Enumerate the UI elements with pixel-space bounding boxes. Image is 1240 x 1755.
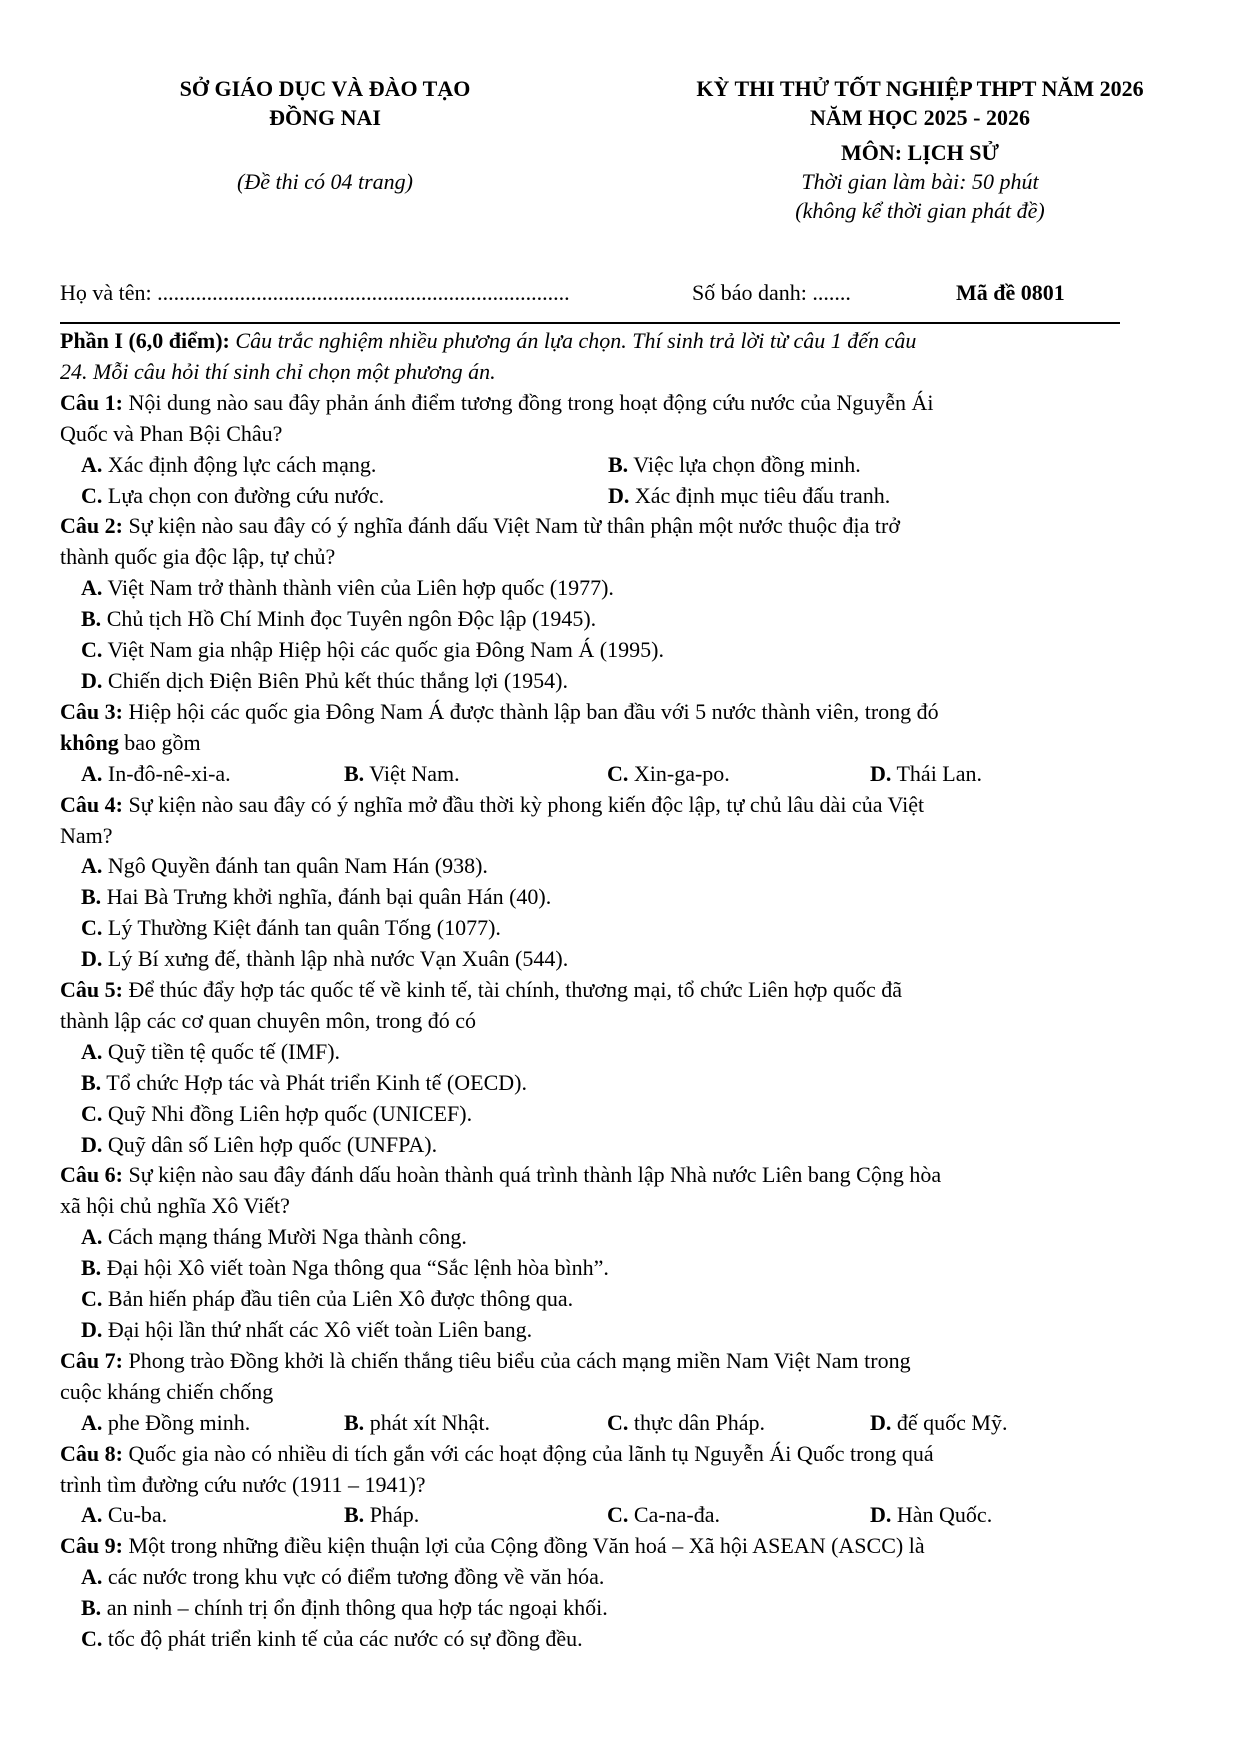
option-key: B. bbox=[344, 1502, 365, 1528]
option-key: D. bbox=[81, 667, 103, 693]
option-b bbox=[60, 1593, 1140, 1624]
option-d bbox=[870, 1408, 1133, 1439]
option-key: C. bbox=[607, 1502, 629, 1528]
option-key: A. bbox=[81, 1502, 103, 1528]
option-c bbox=[60, 913, 1140, 944]
option-key: C. bbox=[81, 482, 103, 508]
question-text: xã hội chủ nghĩa Xô Viết? bbox=[60, 1193, 290, 1219]
option-b bbox=[344, 1500, 607, 1531]
question-label: Câu 7: bbox=[60, 1347, 123, 1373]
options-row bbox=[60, 759, 1140, 790]
option-text: Thái Lan. bbox=[891, 760, 983, 786]
option-d bbox=[608, 481, 1135, 512]
subject: MÔN: LỊCH SỬ bbox=[840, 140, 1000, 165]
option-text: Xác định mục tiêu đấu tranh. bbox=[629, 482, 891, 508]
question-label: Câu 8: bbox=[60, 1440, 123, 1466]
option-b bbox=[60, 1253, 1140, 1284]
option-text: phe Đồng minh. bbox=[102, 1409, 251, 1435]
question-3-cont bbox=[60, 728, 1140, 759]
option-b bbox=[60, 1068, 1140, 1099]
option-key: B. bbox=[608, 451, 629, 477]
time-note: (không kể thời gian phát đề) bbox=[795, 198, 1045, 223]
option-d bbox=[870, 1500, 1133, 1531]
option-text: Lựa chọn con đường cứu nước. bbox=[102, 482, 385, 508]
question-2-cont bbox=[60, 542, 1140, 573]
option-key: A. bbox=[81, 853, 103, 879]
question-emphasis: không bbox=[60, 729, 119, 755]
question-text: trình tìm đường cứu nước (1911 – 1941)? bbox=[60, 1471, 426, 1497]
option-key: D. bbox=[81, 946, 103, 972]
province-name: ĐỒNG NAI bbox=[269, 105, 381, 130]
option-d bbox=[60, 666, 1140, 697]
option-d bbox=[870, 759, 1133, 790]
question-6 bbox=[60, 1160, 1140, 1191]
option-key: C. bbox=[607, 1409, 629, 1435]
option-c bbox=[60, 635, 1140, 666]
option-text: Việt Nam gia nhập Hiệp hội các quốc gia Đông Nam Á (1995). bbox=[102, 637, 664, 663]
question-9 bbox=[60, 1531, 1140, 1562]
department-name: SỞ GIÁO DỤC VÀ ĐÀO TẠO bbox=[179, 76, 471, 101]
option-key: B. bbox=[81, 1595, 102, 1621]
option-c bbox=[607, 759, 870, 790]
options-row bbox=[60, 1500, 1140, 1531]
question-8-cont bbox=[60, 1470, 1140, 1501]
option-text: Xin-ga-po. bbox=[628, 760, 730, 786]
option-key: A. bbox=[81, 760, 103, 786]
option-key: C. bbox=[607, 760, 629, 786]
option-key: A. bbox=[81, 575, 103, 601]
option-text: an ninh – chính trị ổn định thông qua hợp tác ngoại khối. bbox=[101, 1595, 608, 1621]
question-5-cont bbox=[60, 1006, 1140, 1037]
option-a bbox=[81, 450, 608, 481]
option-a bbox=[60, 851, 1140, 882]
option-key: B. bbox=[344, 1409, 365, 1435]
option-key: A. bbox=[81, 1038, 103, 1064]
header-right bbox=[640, 74, 1200, 225]
question-text: bao gồm bbox=[118, 729, 201, 755]
option-key: B. bbox=[81, 1255, 102, 1281]
question-4 bbox=[60, 790, 1140, 821]
question-6-cont bbox=[60, 1191, 1140, 1222]
option-text: Lý Bí xưng đế, thành lập nhà nước Vạn Xuân (544). bbox=[102, 946, 569, 972]
option-text: Xác định động lực cách mạng. bbox=[102, 451, 377, 477]
question-4-cont bbox=[60, 821, 1140, 852]
question-2 bbox=[60, 511, 1140, 542]
question-text: Quốc gia nào có nhiều di tích gắn với các hoạt động của lãnh tụ Nguyễn Ái Quốc trong quá bbox=[122, 1440, 934, 1466]
option-text: tốc độ phát triển kinh tế của các nước có sự đồng đều. bbox=[102, 1626, 583, 1652]
option-c bbox=[60, 1099, 1140, 1130]
page-count-note: (Đề thi có 04 trang) bbox=[237, 169, 413, 194]
question-text: Sự kiện nào sau đây có ý nghĩa mở đầu thời kỳ phong kiến độc lập, tự chủ lâu dài của Việt bbox=[122, 791, 925, 817]
option-b bbox=[60, 604, 1140, 635]
exam-code: Mã đề 0801 bbox=[956, 280, 1065, 305]
option-key: B. bbox=[81, 1069, 102, 1095]
question-text: Quốc và Phan Bội Châu? bbox=[60, 420, 283, 446]
school-year: NĂM HỌC 2025 - 2026 bbox=[810, 105, 1030, 130]
question-3 bbox=[60, 697, 1140, 728]
option-text: các nước trong khu vực có điểm tương đồng về văn hóa. bbox=[102, 1564, 605, 1590]
option-c bbox=[60, 1624, 1140, 1655]
option-key: B. bbox=[344, 760, 365, 786]
option-d bbox=[60, 944, 1140, 975]
option-key: C. bbox=[81, 1100, 103, 1126]
option-text: Việt Nam. bbox=[364, 760, 460, 786]
option-text: Chủ tịch Hồ Chí Minh đọc Tuyên ngôn Độc lập (1945). bbox=[101, 606, 597, 632]
part1-title: Phần I (6,0 điểm): bbox=[60, 328, 230, 353]
header-divider bbox=[60, 322, 1120, 324]
option-a bbox=[60, 573, 1140, 604]
question-text: Phong trào Đồng khởi là chiến thắng tiêu biểu của cách mạng miền Nam Việt Nam trong bbox=[122, 1347, 911, 1373]
exam-title: KỲ THI THỬ TỐT NGHIỆP THPT NĂM 2026 bbox=[696, 76, 1144, 101]
part1-instruction-1: Câu trắc nghiệm nhiều phương án lựa chọn. Thí sinh trả lời từ câu 1 đến câu bbox=[229, 328, 917, 353]
option-a bbox=[60, 1562, 1140, 1593]
part1-heading-cont bbox=[60, 357, 1140, 388]
question-text: thành quốc gia độc lập, tự chủ? bbox=[60, 544, 336, 570]
option-key: D. bbox=[870, 1502, 892, 1528]
option-text: Pháp. bbox=[364, 1502, 420, 1528]
question-8 bbox=[60, 1439, 1140, 1470]
question-text: Nam? bbox=[60, 822, 113, 848]
question-label: Câu 1: bbox=[60, 389, 123, 415]
option-text: Đại hội Xô viết toàn Nga thông qua “Sắc lệnh hòa bình”. bbox=[101, 1255, 609, 1281]
option-text: Quỹ Nhi đồng Liên hợp quốc (UNICEF). bbox=[102, 1100, 473, 1126]
option-key: D. bbox=[608, 482, 630, 508]
option-c bbox=[60, 1284, 1140, 1315]
option-b bbox=[60, 882, 1140, 913]
question-text: Sự kiện nào sau đây đánh dấu hoàn thành quá trình thành lập Nhà nước Liên bang Cộng hòa bbox=[122, 1162, 942, 1188]
option-key: A. bbox=[81, 1409, 103, 1435]
part1-heading bbox=[60, 326, 1140, 357]
question-text: thành lập các cơ quan chuyên môn, trong đó có bbox=[60, 1007, 477, 1033]
option-key: C. bbox=[81, 637, 103, 663]
option-b bbox=[344, 759, 607, 790]
option-text: Ngô Quyền đánh tan quân Nam Hán (938). bbox=[102, 853, 488, 879]
option-key: A. bbox=[81, 1564, 103, 1590]
option-key: C. bbox=[81, 915, 103, 941]
option-text: Quỹ tiền tệ quốc tế (IMF). bbox=[102, 1038, 341, 1064]
question-label: Câu 5: bbox=[60, 977, 123, 1003]
candidate-name-field: Họ và tên: ........................................................................... bbox=[60, 280, 570, 305]
question-label: Câu 6: bbox=[60, 1162, 123, 1188]
option-c bbox=[81, 481, 608, 512]
option-text: Lý Thường Kiệt đánh tan quân Tống (1077). bbox=[102, 915, 501, 941]
option-a bbox=[60, 1222, 1140, 1253]
option-a bbox=[81, 1408, 344, 1439]
question-label: Câu 2: bbox=[60, 513, 123, 539]
option-a bbox=[81, 1500, 344, 1531]
question-5 bbox=[60, 975, 1140, 1006]
question-1 bbox=[60, 388, 1140, 419]
option-b bbox=[608, 450, 1135, 481]
question-text: Hiệp hội các quốc gia Đông Nam Á được thành lập ban đầu với 5 nước thành viên, trong đó bbox=[122, 698, 939, 724]
question-text: Nội dung nào sau đây phản ánh điểm tương đồng trong hoạt động cứu nước của Nguyễn Ái bbox=[122, 389, 934, 415]
option-c bbox=[607, 1408, 870, 1439]
option-text: Quỹ dân số Liên hợp quốc (UNFPA). bbox=[102, 1131, 438, 1157]
options-row bbox=[60, 481, 1140, 512]
question-text: Để thúc đẩy hợp tác quốc tế về kinh tế, tài chính, thương mại, tổ chức Liên hợp quốc đã bbox=[122, 977, 902, 1003]
question-text: Một trong những điều kiện thuận lợi của Cộng đồng Văn hoá – Xã hội ASEAN (ASCC) là bbox=[122, 1533, 925, 1559]
option-text: Ca-na-đa. bbox=[628, 1502, 721, 1528]
option-key: D. bbox=[870, 760, 892, 786]
option-b bbox=[344, 1408, 607, 1439]
exam-content bbox=[60, 326, 1140, 1655]
option-text: thực dân Pháp. bbox=[628, 1409, 765, 1435]
options-row bbox=[60, 1408, 1140, 1439]
option-text: Cách mạng tháng Mười Nga thành công. bbox=[102, 1224, 467, 1250]
option-key: C. bbox=[81, 1626, 103, 1652]
option-key: D. bbox=[81, 1131, 103, 1157]
option-text: Đại hội lần thứ nhất các Xô viết toàn Liên bang. bbox=[102, 1317, 533, 1342]
option-key: A. bbox=[81, 451, 103, 477]
option-text: Việt Nam trở thành thành viên của Liên hợp quốc (1977). bbox=[102, 575, 614, 601]
option-text: đế quốc Mỹ. bbox=[891, 1409, 1008, 1435]
option-key: D. bbox=[870, 1409, 892, 1435]
option-key: B. bbox=[81, 606, 102, 632]
option-text: Bản hiến pháp đầu tiên của Liên Xô được thông qua. bbox=[102, 1286, 574, 1312]
question-label: Câu 4: bbox=[60, 791, 123, 817]
option-a bbox=[81, 759, 344, 790]
question-label: Câu 3: bbox=[60, 698, 123, 724]
option-d bbox=[60, 1130, 1140, 1161]
question-label: Câu 9: bbox=[60, 1533, 123, 1559]
candidate-line bbox=[60, 278, 1120, 308]
candidate-id-field: Số báo danh: ....... bbox=[692, 280, 851, 305]
question-text: cuộc kháng chiến chống bbox=[60, 1378, 274, 1404]
option-key: C. bbox=[81, 1286, 103, 1312]
option-text: Chiến dịch Điện Biên Phủ kết thúc thắng lợi (1954). bbox=[102, 667, 569, 693]
question-7 bbox=[60, 1346, 1140, 1377]
option-c bbox=[607, 1500, 870, 1531]
question-text: Sự kiện nào sau đây có ý nghĩa đánh dấu Việt Nam từ thân phận một nước thuộc địa trở bbox=[122, 513, 900, 539]
option-text: In-đô-nê-xi-a. bbox=[102, 760, 231, 786]
option-text: Hàn Quốc. bbox=[891, 1502, 993, 1528]
option-text: Tổ chức Hợp tác và Phát triển Kinh tế (OECD). bbox=[101, 1069, 527, 1095]
options-row bbox=[60, 450, 1140, 481]
time-limit: Thời gian làm bài: 50 phút bbox=[801, 169, 1039, 194]
option-d bbox=[60, 1315, 1140, 1346]
option-text: phát xít Nhật. bbox=[364, 1409, 491, 1435]
option-a bbox=[60, 1037, 1140, 1068]
option-key: B. bbox=[81, 884, 102, 910]
question-7-cont bbox=[60, 1377, 1140, 1408]
question-1-cont bbox=[60, 419, 1140, 450]
option-key: D. bbox=[81, 1317, 103, 1342]
option-text: Việc lựa chọn đồng minh. bbox=[628, 451, 861, 477]
part1-instruction-2: 24. Mỗi câu hỏi thí sinh chỉ chọn một phương án. bbox=[60, 358, 496, 384]
option-text: Cu-ba. bbox=[102, 1502, 168, 1528]
option-text: Hai Bà Trưng khởi nghĩa, đánh bại quân Hán (40). bbox=[101, 884, 552, 910]
option-key: A. bbox=[81, 1224, 103, 1250]
header-left bbox=[90, 74, 560, 196]
